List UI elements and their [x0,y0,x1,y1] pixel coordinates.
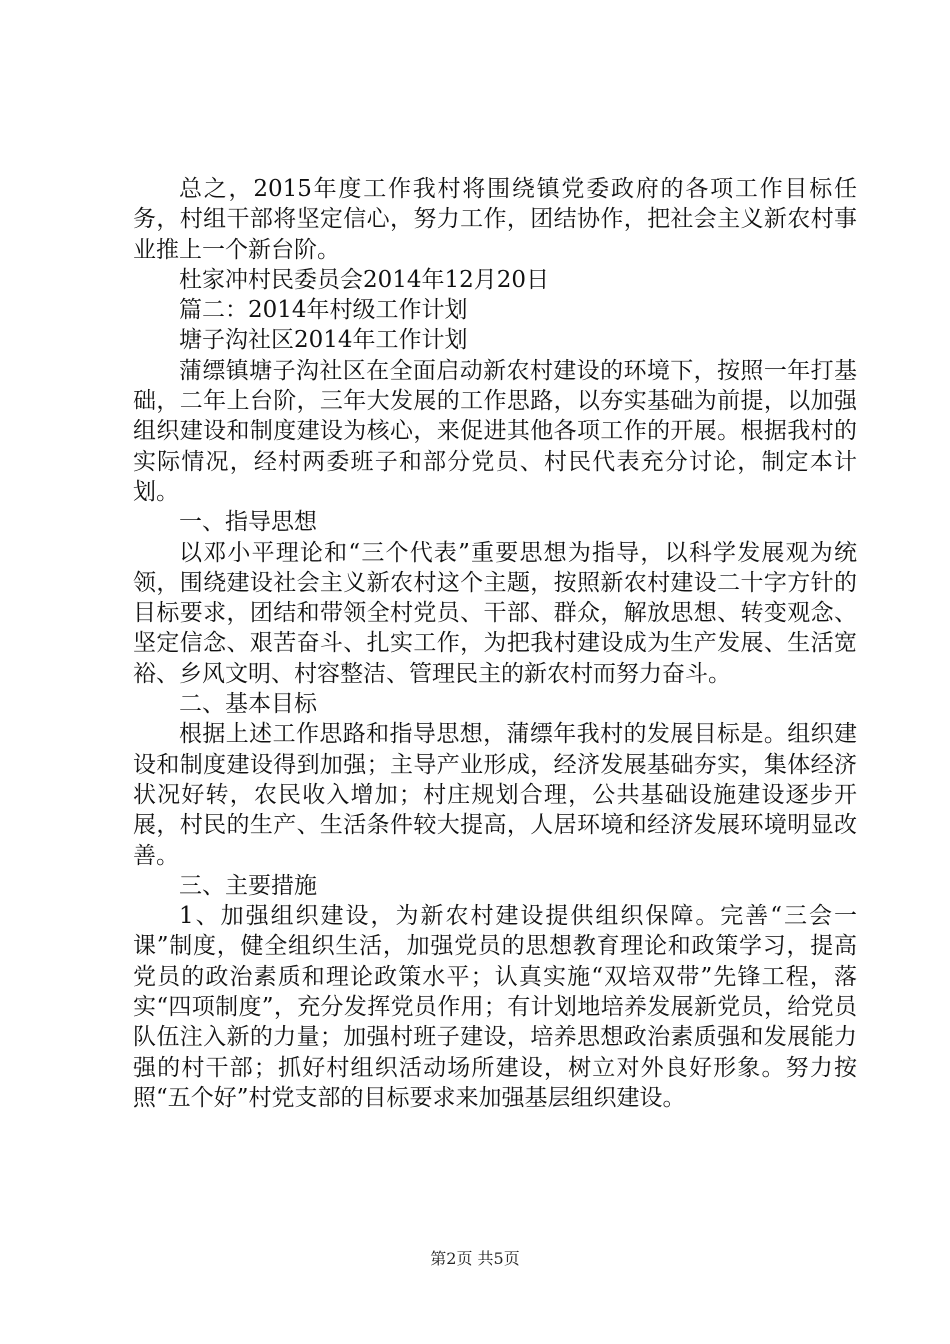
paragraph-intro: 蒲缥镇塘子沟社区在全面启动新农村建设的环境下，按照一年打基础，二年上台阶，三年大发展的工作思路，以夯实基础为前提，以加强组织建设和制度建设为核心，来促进其他各项工作的开展。根据我村的实际情况，经村两委班子和部分党员、村民代表充分讨论，制定本计划。 [133,357,857,505]
paragraph-plan-title: 塘子沟社区2014年工作计划 [179,327,468,354]
document-body [133,174,857,1113]
paragraph-measure-1: 1、加强组织建设，为新农村建设提供组织保障。完善“三会一课”制度，健全组织生活，加强党员的思想教育理论和政策学习，提高党员的政治素质和理论政策水平；认真实施“双培双带”先锋工程，落实“四项制度”，充分发挥党员作用；有计划地培养发展新党员，给党员队伍注入新的力量；加强村班子建设，培养思想政治素质强和发展能力强的村干部；抓好村组织活动场所建设，树立对外良好形象。努力按照“五个好”村党支部的目标要求来加强基层组织建设。 [133,903,857,1111]
paragraph-basic-goals: 根据上述工作思路和指导思想，蒲缥年我村的发展目标是。组织建设和制度建设得到加强；主导产业形成，经济发展基础夯实，集体经济状况好转，农民收入增加；村庄规划合理，公共基础设施建设逐步开展，村民的生产、生活条件较大提高，人居环境和经济发展环境明显改善。 [133,721,857,869]
page-number-footer: 第2页 共5页 [430,1249,520,1268]
heading-basic-goals: 二、基本目标 [179,691,317,718]
paragraph-section-title: 篇二：2014年村级工作计划 [179,297,468,324]
paragraph-guiding-ideology: 以邓小平理论和“三个代表”重要思想为指导，以科学发展观为统领，围绕建设社会主义新农村这个主题，按照新农村建设二十字方针的目标要求，团结和带领全村党员、干部、群众，解放思想、转变观念、坚定信念、艰苦奋斗、扎实工作，为把我村建设成为生产发展、生活宽裕、乡风文明、村容整洁、管理民主的新农村而努力奋斗。 [133,539,857,687]
heading-main-measures: 三、主要措施 [179,872,317,899]
paragraph-signature: 杜家冲村民委员会2014年12月20日 [179,266,550,293]
heading-guiding-ideology: 一、指导思想 [179,509,317,536]
paragraph-summary: 总之，2015年度工作我村将围绕镇党委政府的各项工作目标任务，村组干部将坚定信心，努力工作，团结协作，把社会主义新农村事业推上一个新台阶。 [133,176,857,263]
